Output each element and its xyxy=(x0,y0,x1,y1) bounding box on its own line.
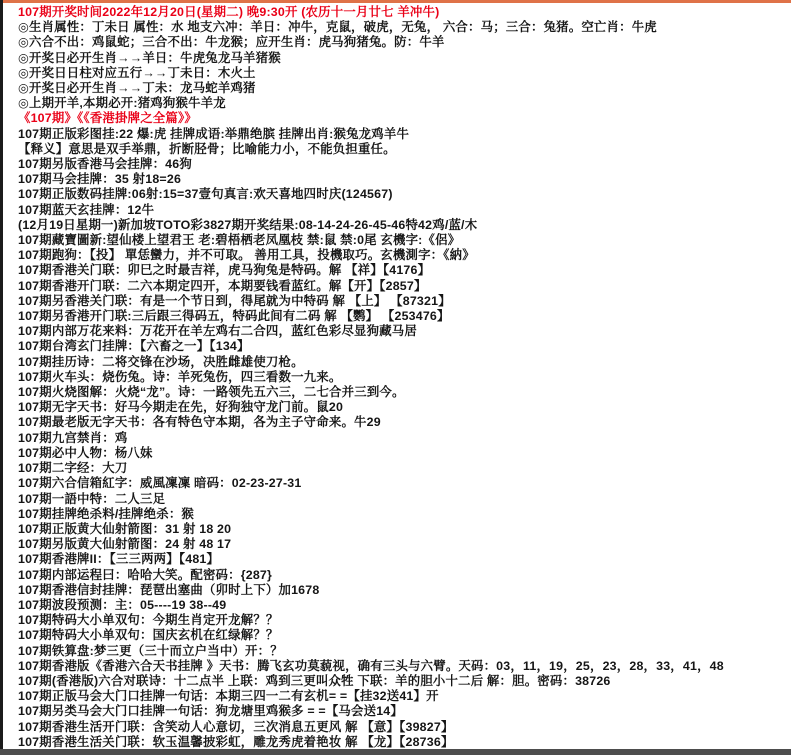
text-line: 107期正版黄大仙射箭图：31 射 18 20 xyxy=(18,521,232,536)
text-line: 107期无字天书：好马今期走在先，好狗独守龙门前。鼠20 xyxy=(18,400,344,415)
text-line: ◎六合不出：鸡鼠蛇；三合不出：牛龙猴；应开生肖：虎马狗猪兔。防：牛羊 xyxy=(18,35,445,50)
text-line: 107期香港开门联：二六本期定四开，本期要钱看蓝红。解【开】【2857】 xyxy=(18,278,427,293)
text-line: 107期挂历诗：二将交锋在沙场，决胜雌雄使刀枪。 xyxy=(18,354,304,369)
lottery-tips-page xyxy=(18,5,789,750)
text-line: 107期另版黄大仙射箭图：24 射 48 17 xyxy=(18,537,232,552)
text-line: 107期开奖时间2022年12月20日(星期二) 晚9:30开 (农历十一月廿七 羊冲牛) xyxy=(18,5,440,19)
bottom-page-border xyxy=(0,749,791,755)
text-line: 107期香港版《香港六合天书挂牌 》天书：腾飞玄功莫藐视，确有三头与六臂。天码：03，11，19，25，23，28，33，41，48 xyxy=(18,658,724,673)
text-line: ◎开奖日必开生肖→→羊日：牛虎兔龙马羊猪猴 xyxy=(18,50,281,65)
text-line: ◎开奖日日柱对应五行→→丁未日：木火土 xyxy=(18,65,256,80)
text-line: ◎开奖日必开生肖→→丁未：龙马蛇羊鸡猪 xyxy=(18,81,256,96)
text-line: 107期香港信封挂牌：琵琶出塞曲（卯时上下）加1678 xyxy=(18,582,320,597)
text-line: 107期特码大小单双句：今期生肖定开龙解？？ xyxy=(18,613,279,628)
text-line: 107期内部运程曰：哈哈大笑。配密码：{287} xyxy=(18,567,273,582)
text-line: 107期正版彩图挂:22 爆:虎 挂牌成语:举鼎绝膑 挂牌出肖:猴兔龙鸡羊牛 xyxy=(18,126,410,141)
text-line: 107期挂牌绝杀料/挂牌绝杀：猴 xyxy=(18,506,195,521)
text-line: 107期六合信箱紅字：威風凜凜 暗码：02-23-27-31 xyxy=(18,476,302,491)
text-line: (12月19日星期一)新加坡TOTO彩3827期开奖结果:08-14-24-26-45-46特42鸡/蓝/木 xyxy=(18,217,478,232)
text-line: 107期火烧图解：火烧“龙”。诗：一路领先五六三，二七合并三到今。 xyxy=(18,385,405,400)
text-line: 107期正版马会大门口挂牌一句话：本期三四一二有玄机= =【挂32送41】开 xyxy=(18,689,439,704)
text-line: 【释义】意思是双手举鼎，折断胫骨；比喻能力小，不能负担重任。 xyxy=(18,141,396,156)
text-line: 107期必中人物：杨八妹 xyxy=(18,445,153,460)
text-line: 107期内部万花来料：万花开在羊左鸡右二合四，蓝红色彩尽显狗藏马居 xyxy=(18,324,417,339)
text-line: 107期火车头：烧伤兔。诗：羊死兔伤，四三看数一九来。 xyxy=(18,369,342,384)
text-line: 107期跑狗：【投】 單恁蠻力，并不可取。 善用工具，投機取巧。玄機測字：《納》 xyxy=(18,248,475,263)
text-line: 107期香港生活关门联：软玉温馨披彩虹，雕龙秀虎着艳妆 解 【龙】【28736】 xyxy=(18,734,454,749)
text-line: 《107期》《《香港掛牌之全篇》》 xyxy=(18,111,197,126)
text-line: 107期最老版无字天书：各有特色守本期，各为主子守命来。牛29 xyxy=(18,415,381,430)
text-line: 107期特码大小单双句：国庆玄机在红绿解？？ xyxy=(18,628,279,643)
text-line: 107期马会挂牌：35 射18=26 xyxy=(18,172,182,187)
text-line: 107期藏寶圖新:望仙楼上望君王 老:碧梧栖老凤凰枝 禁:鼠 禁:0尾 玄機字:《侶》 xyxy=(18,233,461,248)
text-line: 107期蓝天玄挂牌：12牛 xyxy=(18,202,155,217)
text-line: 107期二字经：大刀 xyxy=(18,461,128,476)
text-line: ◎上期开羊,本期必开:猪鸡狗猴牛羊龙 xyxy=(18,96,226,111)
text-line: ◎生肖属性：丁未日 属性：水 地支六冲：羊日：冲牛，克鼠，破虎，无兔， 六合：马；三合：兔猪。空亡肖：牛虎 xyxy=(18,20,657,35)
text-line: 107期九宫禁肖：鸡 xyxy=(18,430,128,445)
text-line: 107期台湾玄门挂牌：【六畜之一】【134】 xyxy=(18,339,250,354)
text-line: 107期正版数码挂牌:06射:15=37壹句真言:欢天喜地四时庆(124567) xyxy=(18,187,393,202)
left-page-border xyxy=(0,0,3,749)
top-accent-strip xyxy=(0,0,791,3)
text-line: 107期铁算盘:梦三更（三十而立户当中）开：？ xyxy=(18,643,283,658)
text-line: 107期另版香港马会挂牌：46狗 xyxy=(18,157,192,172)
text-line: 107期(香港版)六合对联诗：十二点半 上联：鸡到三更叫众牲 下联：羊的胆小十二后 解：胆。密码：38726 xyxy=(18,673,611,688)
text-lines xyxy=(18,5,789,750)
text-line: 107期波段预测：主：05----19 38--49 xyxy=(18,597,227,612)
text-line: 107期另类马会大门口挂牌一句话：狗龙塘里鸡猴多 = =【马会送14】 xyxy=(18,704,403,719)
text-line: 107期香港牌II：【三三两两】【481】 xyxy=(18,552,220,567)
text-line: 107期香港关门联：卯巳之时最吉祥，虎马狗兔是特码。解 【祥】【4176】 xyxy=(18,263,431,278)
text-line: 107期另香港开门联:三后跟三得码五，特码此间有二码 解 【鹦】 【253476】 xyxy=(18,309,450,324)
text-line: 107期一語中特：二人三足 xyxy=(18,491,166,506)
text-line: 107期香港生活开门联：含笑动人心意切，三次消息五更风 解 【意】【39827】 xyxy=(18,719,454,734)
text-line: 107期另香港关门联：有是一个节日到，得尾就为中特码 解 【上】 【87321】 xyxy=(18,293,451,308)
